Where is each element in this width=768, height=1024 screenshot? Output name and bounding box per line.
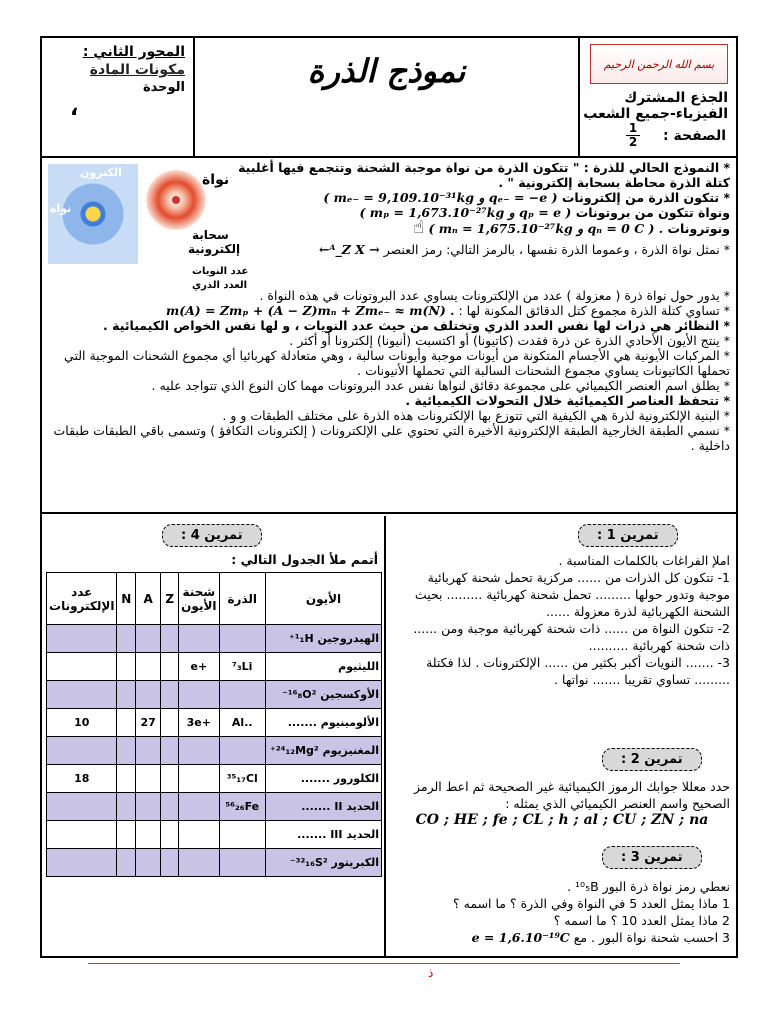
exercise-3-badge-wrap [602, 846, 702, 869]
cell-electrons[interactable] [47, 821, 117, 849]
cell-charge[interactable] [179, 625, 219, 653]
ions-table-header [47, 573, 382, 625]
cell-z[interactable] [161, 821, 179, 849]
cell-electrons[interactable] [47, 737, 117, 765]
table-row [47, 709, 382, 737]
lesson-p5 [210, 242, 730, 257]
exercise-1-line-2: 2- تتكون النواة من ...... ذات شحنة كهربائية موجبة ومن ...... ذات شحنة كهربائية .......... [413, 621, 730, 653]
cloud-label-1: سحابة [192, 228, 229, 242]
cell-charge[interactable] [179, 849, 219, 877]
lesson-p11: * يطلق اسم العنصر الكيميائي على مجموعة دقائق لنواها نفس عدد البروتونات مهما كان النوع الذي تتواجد عليه . [151, 378, 730, 393]
lesson-p9: * ينتج الأيون الأحادي الذرة عن ذرة فقدت (كاتيونا) أو اكتسبت (أنيونا) إلكترونا أو أكثر . [289, 333, 730, 348]
cell-n[interactable] [117, 849, 136, 877]
cell-a[interactable] [136, 821, 161, 849]
cell-n[interactable] [117, 653, 136, 681]
cell-a[interactable] [136, 653, 161, 681]
cell-ion: الأوكسجين ¹⁶₈O²⁻ [266, 681, 382, 709]
exercise-2-text: حدد معللا جوابك الرموز الكيميائية غير الصحيحة ثم اعط الرمز الصحيح واسم العنصر الكيميائي الذي يمثله : [414, 779, 730, 811]
exercise-2-badge-wrap [602, 748, 702, 771]
cell-electrons[interactable]: 10 [47, 709, 117, 737]
unit-value: ، [70, 96, 79, 121]
cell-charge[interactable] [179, 737, 219, 765]
lesson-p2 [210, 190, 730, 205]
header-middle [195, 38, 578, 156]
lesson-p5-text: * نمثل نواة الذرة ، وعموما الذرة نفسها ، بالرمز التالي: رمز العنصر [383, 242, 730, 257]
lesson-p12: * تتحفظ العناصر الكيميائية خلال التحولات الكيميائية . [405, 393, 730, 408]
table-row [47, 821, 382, 849]
lesson-p3 [210, 205, 730, 220]
cell-a[interactable]: 27 [136, 709, 161, 737]
col-ion: الأيون [266, 573, 382, 625]
table-row [47, 765, 382, 793]
cell-ion: الهيدروجين ¹₁H⁺ [266, 625, 382, 653]
col-atom: الذرة [219, 573, 266, 625]
cell-n[interactable] [117, 709, 136, 737]
lesson-p3-label: ونواة تتكون من بروتونات [575, 205, 730, 220]
lesson-p6: * يدور حول نواة ذرة ( معزولة ) عدد من الإلكترونات يساوي عدد البروتونات في هذه النواة . [259, 288, 730, 303]
cell-z[interactable] [161, 793, 179, 821]
lesson-p3-math: ( mₚ = 1,673.10⁻²⁷kg و qₚ = e ) [359, 205, 572, 220]
exercise-4-badge: تمرين 4 : [162, 524, 262, 547]
cell-charge[interactable] [179, 681, 219, 709]
hand-cursor-icon: ☝ [413, 217, 425, 238]
cell-a[interactable] [136, 849, 161, 877]
lesson-p4-math: ( mₙ = 1,675.10⁻²⁷kg و qₙ = 0 C ) . [428, 221, 664, 236]
lesson-text-full [48, 288, 730, 453]
electron-label: الكترون [80, 166, 122, 179]
cell-a[interactable] [136, 793, 161, 821]
cell-ion: الحديد II ....... [266, 793, 382, 821]
col-n: N [117, 573, 136, 625]
cell-atom[interactable]: ⁵⁶₂₆Fe [219, 793, 266, 821]
cell-z[interactable] [161, 653, 179, 681]
cell-ion: الليثيوم [266, 653, 382, 681]
exercise-4-badge-wrap [162, 524, 262, 547]
lesson-p2-math: ( mₑ₋ = 9,109.10⁻³¹kg و qₑ₋ = −e ) [323, 190, 558, 205]
table-row [47, 653, 382, 681]
cell-atom[interactable]: ³⁵₁₇Cl [219, 765, 266, 793]
cell-z[interactable] [161, 709, 179, 737]
page-frame [40, 36, 738, 958]
table-row [47, 849, 382, 877]
exercises-1-3-panel [388, 516, 736, 956]
cell-n[interactable] [117, 625, 136, 653]
cell-atom[interactable]: ..Al [219, 709, 266, 737]
cell-z[interactable] [161, 737, 179, 765]
lesson-p2-label: * تتكون الذرة من إلكترونات [561, 190, 730, 205]
cell-charge[interactable]: +e [179, 653, 219, 681]
exercise-1-body [394, 552, 730, 688]
cell-ion: الحديد III ....... [266, 821, 382, 849]
exercise-2-body [394, 778, 730, 829]
cell-n[interactable] [117, 681, 136, 709]
cell-ion: الكلورور ....... [266, 765, 382, 793]
lesson-p1: * النموذج الحالي للذرة : " تتكون الذرة من نواة موجبة الشحنة وتتجمع فيها أغلبية كتلة الذرة محاطة بسحابة إلكترونية " . [238, 160, 730, 190]
footer-text: ذ [428, 966, 434, 980]
exercise-2-symbols: CO ; HE ; fe ; CL ; h ; al ; CU ; ZN ; na [415, 812, 709, 828]
lesson-p13: * البنية الإلكترونية لذرة هي الكيفية التي تتوزع بها الإلكترونات هذه الذرة على مختلف الطبقات و و . [222, 408, 730, 423]
lesson-p4-label: ونوترونات [667, 221, 730, 236]
basmala-logo: بسم الله الرحمن الرحيم [590, 44, 728, 84]
lesson-p7 [48, 303, 730, 318]
header-right [578, 38, 736, 156]
page-label: الصفحة : [663, 128, 726, 144]
cell-a[interactable] [136, 737, 161, 765]
exercise-3-q3 [394, 929, 730, 946]
axis-title: المحور الثاني : [82, 44, 185, 60]
col-charge: شحنة الأيون [179, 573, 219, 625]
cloud-label-2: إلكترونية [188, 242, 241, 256]
atomic-number-label: العدد الذري [192, 280, 248, 291]
exercise-1-line-1: 1- تتكون كل الذرات من ...... مركزية تحمل شحنة كهربائية موجبة وتدور حولها ......... تحمل شحنة كهربائية ......... بحيث الشحنة الكهربائية لذرة معزولة ...... [414, 570, 730, 619]
unit-label: الوحدة [142, 80, 185, 95]
cell-ion: الكبريتور ³²₁₆S²⁻ [266, 849, 382, 877]
axis-name: مكونات المادة [89, 62, 185, 78]
header-left [42, 38, 195, 156]
subject-label: الفيزياء-جميع الشعب [583, 106, 728, 122]
ions-table [46, 572, 382, 877]
page-denominator: 2 [626, 135, 640, 149]
col-electrons: عدد الإلكترونات [47, 573, 117, 625]
cell-atom[interactable] [219, 737, 266, 765]
nucleus-label: نواة [202, 172, 230, 188]
cell-electrons[interactable] [47, 625, 117, 653]
cell-charge[interactable] [179, 793, 219, 821]
page-numerator: 1 [628, 121, 638, 135]
exercise-3-q3-math: e = 1,6.10⁻¹⁹C [471, 930, 570, 945]
header [42, 38, 736, 156]
cell-ion: الألومينيوم ....... [266, 709, 382, 737]
lesson-p14: * نسمي الطبقة الخارجية الطبقة الإلكترونية الأخيرة التي تحتوي على الإلكترونات ( إلكترونات التكافؤ ) وتسمى باقي الطبقات طبقات داخلية . [53, 423, 730, 453]
cell-atom[interactable] [219, 849, 266, 877]
footer-line [88, 963, 680, 964]
nucleus-label-small: نواة [50, 202, 72, 215]
level-label: الجذع المشترك [624, 90, 728, 106]
lesson-p5-math: ←ᴬ_Z X → [318, 242, 380, 257]
exercise-4-prompt: أتمم ملأ الجدول التالي : [231, 552, 378, 567]
table-row [47, 681, 382, 709]
exercise-3-body [394, 878, 730, 946]
cell-electrons[interactable] [47, 849, 117, 877]
lesson-p4 [210, 217, 730, 238]
cell-n[interactable] [117, 765, 136, 793]
cell-charge[interactable] [179, 765, 219, 793]
lesson-p8: * النظائر هي ذرات لها نفس العدد الذري وتختلف من حيث عدد النويات ، و لها نفس الخواص الكيميائية . [103, 318, 730, 333]
cell-z[interactable] [161, 765, 179, 793]
cell-z[interactable] [161, 849, 179, 877]
page-fraction [626, 122, 640, 149]
exercise-2-badge: تمرين 2 : [602, 748, 702, 771]
exercise-3-badge: تمرين 3 : [602, 846, 702, 869]
cell-atom[interactable] [219, 681, 266, 709]
cell-charge[interactable] [179, 821, 219, 849]
cell-ion: المغنيزيوم ²⁴₁₂Mg²⁺ [266, 737, 382, 765]
cell-n[interactable] [117, 821, 136, 849]
cell-electrons[interactable] [47, 793, 117, 821]
cell-atom[interactable] [219, 625, 266, 653]
cell-a[interactable] [136, 681, 161, 709]
lesson-p10: * المركبات الأيونية هي الأجسام المتكونة من أيونات موجبة وأيونات سالبة ، وهي متعادلة كهربائيا أي مجموع الشحنات الموجبة التي تحملها الكاتيونات يساوي مجموع الشحنات السالبة التي تحملها الأنيونات . [64, 348, 730, 378]
main-title: نموذج الذرة [307, 52, 466, 90]
cell-atom[interactable] [219, 821, 266, 849]
table-row [47, 625, 382, 653]
table-row [47, 737, 382, 765]
cell-atom[interactable]: ⁷₃Li [219, 653, 266, 681]
cell-a[interactable] [136, 765, 161, 793]
exercise-3-q2: 2 ماذا يمثل العدد 10 ؟ ما اسمه ؟ [553, 913, 730, 928]
lesson-p7-text: * تساوي كتلة الذرة مجموع كتل الدقائق المكونة لها : [458, 303, 730, 318]
col-z: Z [161, 573, 179, 625]
cell-electrons[interactable] [47, 681, 117, 709]
table-row [47, 793, 382, 821]
cell-z[interactable] [161, 681, 179, 709]
exercise-1-badge-wrap [578, 524, 678, 547]
lesson-text-top [210, 160, 730, 257]
lesson-section [42, 158, 736, 514]
exercise-3-q1: 1 ماذا يمثل العدد 5 في النواة وفي الذرة ؟ ما اسمه ؟ [453, 896, 730, 911]
exercise-1-intro: املإ الفراغات بالكلمات المناسبة . [558, 553, 730, 568]
cell-n[interactable] [117, 793, 136, 821]
exercise-3-intro: نعطي رمز نواة ذرة البور ¹⁰₅B . [567, 879, 730, 894]
cell-electrons[interactable]: 18 [47, 765, 117, 793]
lesson-p7-math: m(A) = Zmₚ + (A − Z)mₙ + Zmₑ₋ ≈ m(N) . [165, 303, 455, 318]
exercise-1-badge: تمرين 1 : [578, 524, 678, 547]
cell-a[interactable] [136, 625, 161, 653]
nucleons-label: عدد النويات [192, 266, 249, 277]
cell-z[interactable] [161, 625, 179, 653]
cell-charge[interactable]: +3e [179, 709, 219, 737]
exercise-4-panel [42, 516, 386, 956]
cell-electrons[interactable] [47, 653, 117, 681]
cell-n[interactable] [117, 737, 136, 765]
exercise-1-line-3: 3- ....... النويات أكبر بكثير من ...... الإلكترونات . لذا فكتلة ......... تساوي تقريبا ....... نواتها . [426, 655, 730, 687]
exercise-3-q3-text: 3 احسب شحنة نواة البور . مع [573, 930, 730, 945]
col-a: A [136, 573, 161, 625]
